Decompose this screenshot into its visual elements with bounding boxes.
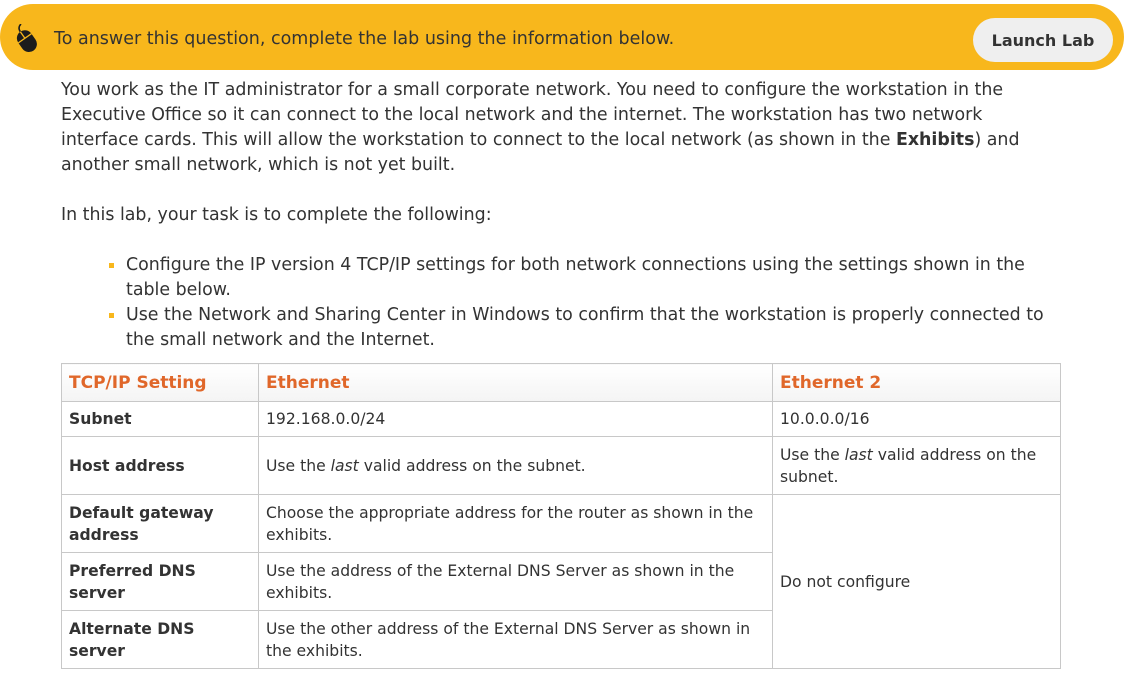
column-header-ethernet: Ethernet [259, 364, 773, 402]
tcpip-settings-table [61, 363, 1061, 669]
column-header-ethernet2: Ethernet 2 [773, 364, 1061, 402]
table-header-row [62, 364, 1061, 402]
cell-ethernet2-host-address: Use the last valid address on the subnet. [773, 437, 1061, 495]
cell-ethernet2-subnet: 10.0.0.0/16 [773, 402, 1061, 437]
row-label-host-address: Host address [62, 437, 259, 495]
list-item: Use the Network and Sharing Center in Windows to confirm that the workstation is properly connected to the small network and the Internet. [126, 303, 1061, 353]
cell-ethernet2-do-not-configure: Do not configure [773, 495, 1061, 669]
table-row [62, 495, 1061, 553]
launch-lab-button[interactable]: Launch Lab [973, 18, 1113, 62]
bullet-icon [109, 263, 114, 268]
lab-description [61, 78, 1061, 353]
row-label-preferred-dns: Preferred DNS server [62, 553, 259, 611]
scenario-paragraph: You work as the IT administrator for a small corporate network. You need to configure the workstation in the Executive Office so it can connect to the local network and the internet. The workstation has two network interface cards. This will allow the workstation to connect to the local network (as shown in the Exhibits) and another small network, which is not yet built. [61, 80, 1020, 175]
cell-ethernet-host-address: Use the last valid address on the subnet. [259, 437, 773, 495]
bullet-icon [109, 313, 114, 318]
row-label-alternate-dns: Alternate DNS server [62, 611, 259, 669]
mouse-icon [14, 24, 42, 54]
cell-ethernet-subnet: 192.168.0.0/24 [259, 402, 773, 437]
task-intro: In this lab, your task is to complete the following: [61, 205, 492, 225]
table-row [62, 437, 1061, 495]
cell-ethernet-default-gateway: Choose the appropriate address for the router as shown in the exhibits. [259, 495, 773, 553]
column-header-setting: TCP/IP Setting [62, 364, 259, 402]
banner-instruction: To answer this question, complete the lab using the information below. [54, 29, 675, 49]
lab-banner [0, 4, 1124, 70]
exhibits-emphasis: Exhibits [895, 130, 975, 150]
row-label-subnet: Subnet [62, 402, 259, 437]
list-item: Configure the IP version 4 TCP/IP settings for both network connections using the settings shown in the table below. [126, 253, 1061, 303]
task-list [61, 253, 1061, 353]
row-label-default-gateway: Default gateway address [62, 495, 259, 553]
table-row [62, 402, 1061, 437]
cell-ethernet-alternate-dns: Use the other address of the External DNS Server as shown in the exhibits. [259, 611, 773, 669]
cell-ethernet-preferred-dns: Use the address of the External DNS Server as shown in the exhibits. [259, 553, 773, 611]
